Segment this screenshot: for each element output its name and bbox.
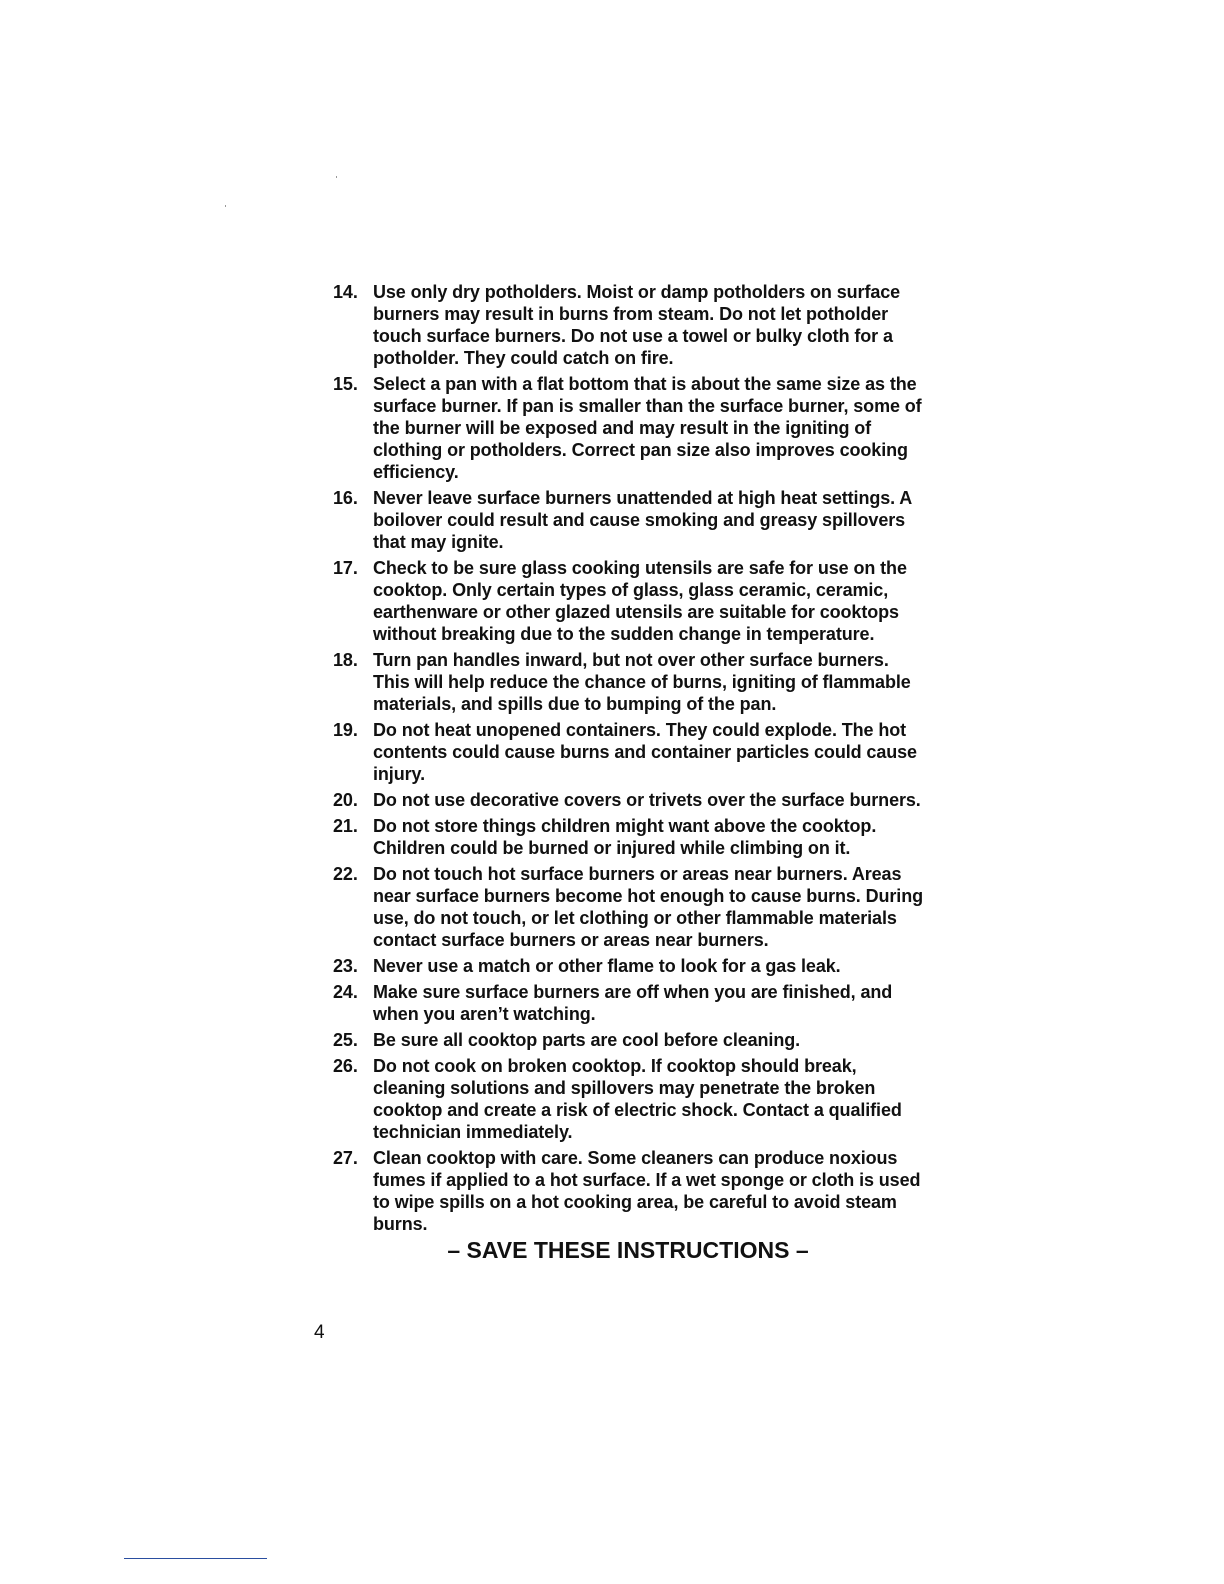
list-item (333, 373, 923, 483)
save-instructions-heading: – SAVE THESE INSTRUCTIONS – (447, 1237, 809, 1263)
list-item (333, 487, 923, 553)
item-text: Do not cook on broken cooktop. If cooktop should break, cleaning solutions and spillovers may penetrate the broken cooktop and create a risk of electric shock. Contact a qualified technician immediately. (373, 1056, 902, 1142)
list-item (333, 863, 923, 951)
safety-instructions-list (333, 281, 923, 1239)
item-text: Do not heat unopened containers. They could explode. The hot contents could cause burns and container particles could cause injury. (373, 720, 917, 784)
item-number: 22. (333, 864, 358, 884)
item-number: 25. (333, 1030, 358, 1050)
item-text: Do not use decorative covers or trivets over the surface burners. (373, 790, 921, 810)
item-number: 19. (333, 720, 358, 740)
item-number: 17. (333, 558, 358, 578)
item-text: Never leave surface burners unattended at high heat settings. A boilover could result and cause smoking and greasy spillovers that may ignite. (373, 488, 912, 552)
list-item (333, 1029, 923, 1051)
list-item (333, 789, 923, 811)
list-item (333, 557, 923, 645)
item-number: 27. (333, 1148, 358, 1168)
list-item (333, 281, 923, 369)
item-number: 21. (333, 816, 358, 836)
list-item (333, 1147, 923, 1235)
list-item (333, 815, 923, 859)
list-item (333, 719, 923, 785)
item-number: 16. (333, 488, 358, 508)
item-text: Never use a match or other flame to look for a gas leak. (373, 956, 841, 976)
list-item (333, 649, 923, 715)
scan-speck (225, 205, 226, 207)
item-text: Do not store things children might want above the cooktop. Children could be burned or injured while climbing on it. (373, 816, 877, 858)
list-item (333, 981, 923, 1025)
item-text: Make sure surface burners are off when you are finished, and when you aren’t watching. (373, 982, 893, 1024)
item-number: 26. (333, 1056, 358, 1076)
item-text: Use only dry potholders. Moist or damp potholders on surface burners may result in burns from steam. Do not let potholder touch surface burners. Do not use a towel or bulky cloth for a potholder. They could catch on fire. (373, 282, 901, 368)
item-number: 14. (333, 282, 358, 302)
item-number: 20. (333, 790, 358, 810)
item-number: 24. (333, 982, 358, 1002)
item-number: 23. (333, 956, 358, 976)
page-number: 4 (314, 1322, 325, 1343)
item-text: Be sure all cooktop parts are cool before cleaning. (373, 1030, 801, 1050)
item-text: Clean cooktop with care. Some cleaners can produce noxious fumes if applied to a hot surface. If a wet sponge or cloth is used to wipe spills on a hot cooking area, be careful to avoid steam burns. (373, 1148, 921, 1234)
item-number: 15. (333, 374, 358, 394)
list-item (333, 1055, 923, 1143)
item-text: Do not touch hot surface burners or areas near burners. Areas near surface burners become hot enough to cause burns. During use, do not touch, or let clothing or other flammable materials contact surface burners or areas near burners. (373, 864, 924, 950)
item-text: Check to be sure glass cooking utensils are safe for use on the cooktop. Only certain types of glass, glass ceramic, ceramic, earthenware or other glazed utensils are suitable for cooktops without breaking due to the sudden change in temperature. (373, 558, 907, 644)
footer-rule (124, 1558, 267, 1559)
list-item (333, 955, 923, 977)
scan-speck (336, 176, 337, 178)
item-number: 18. (333, 650, 358, 670)
item-text: Select a pan with a flat bottom that is about the same size as the surface burner. If pan is smaller than the surface burner, some of the burner will be exposed and may result in the igniting of clothing or potholders. Correct pan size also improves cooking efficiency. (373, 374, 922, 482)
item-text: Turn pan handles inward, but not over other surface burners. This will help reduce the chance of burns, igniting of flammable materials, and spills due to bumping of the pan. (373, 650, 911, 714)
